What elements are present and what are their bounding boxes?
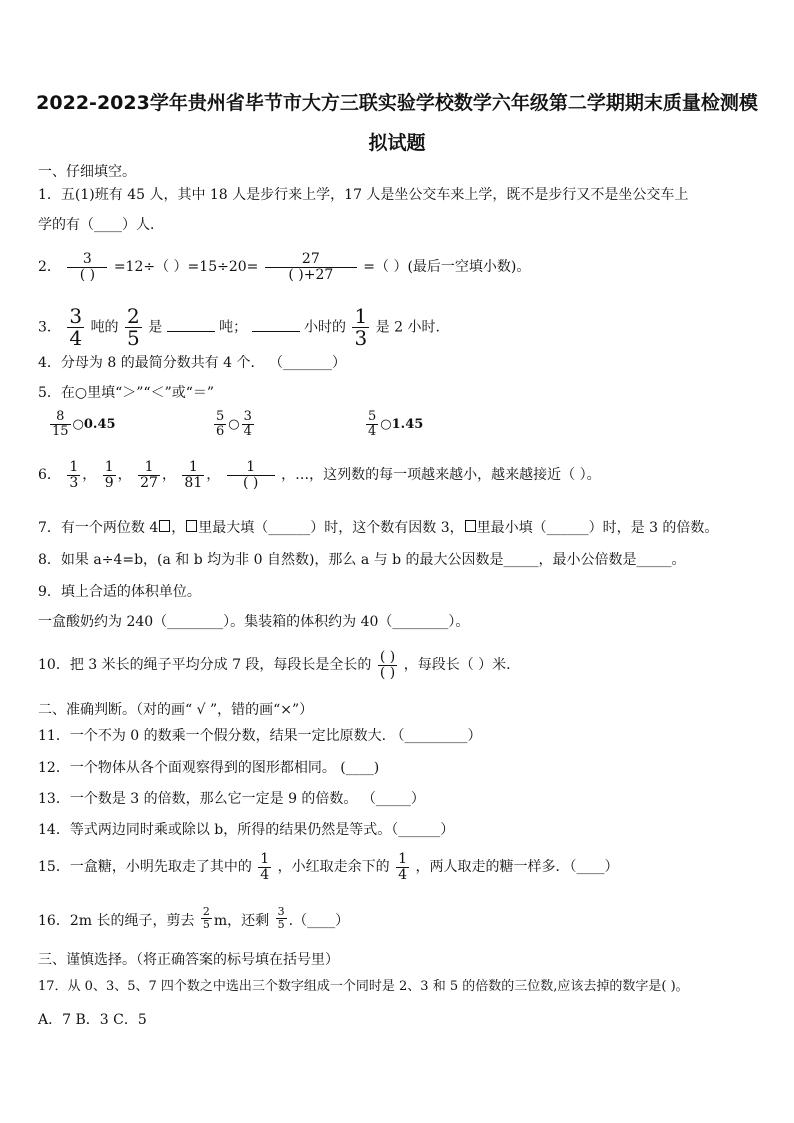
fraction-numerator: 1	[246, 459, 256, 475]
question-9-line2: 一盒酸奶约为 240（________）。集装箱的体积约为 40（________）。	[38, 614, 470, 630]
fraction-numerator: 3	[277, 905, 285, 918]
question-6	[38, 460, 601, 490]
question-13: 13．一个数是 3 的倍数，那么它一定是 9 的倍数。 （_____）	[38, 791, 425, 807]
answer-blank[interactable]	[167, 317, 215, 332]
question-3-text-1: 吨的	[90, 319, 119, 336]
fraction-numerator: ( )	[379, 649, 396, 665]
fraction-denominator: 5	[202, 917, 210, 931]
fraction-denominator: 9	[104, 474, 114, 491]
fraction-denominator: 4	[368, 423, 377, 439]
sequence-term-4	[182, 460, 204, 490]
fraction-denominator: 5	[127, 326, 140, 350]
question-7-text-c: 里最大填（______）时，这个数有因数 3，	[198, 520, 464, 536]
fraction-denominator: 27	[140, 474, 158, 491]
fraction-numerator: 1	[260, 851, 270, 867]
fraction-numerator: 3	[69, 304, 83, 328]
question-15-text-c: ，两人取走的糖一样多．（____）	[415, 859, 619, 876]
question-5-item-b	[212, 410, 256, 438]
page-title-line2: 拟试题	[368, 132, 426, 154]
question-16-fraction-2	[276, 906, 287, 930]
question-2-tail: =（ ）(最后一空填小数)。	[363, 259, 531, 276]
question-15-text-a: 15．一盒糖，小明先取走了其中的	[38, 859, 252, 876]
question-3-fraction-2-5	[125, 306, 142, 349]
question-7-text-b: ，	[171, 520, 186, 536]
fraction-denominator: ( )	[67, 267, 107, 283]
fraction-numerator: 1	[354, 304, 368, 328]
question-16-text-b: m，还剩	[213, 913, 270, 930]
question-1	[38, 186, 764, 234]
fraction-numerator: 27	[301, 251, 320, 267]
question-10	[38, 650, 511, 680]
fraction	[366, 410, 378, 438]
question-16-fraction-1	[201, 906, 212, 930]
fraction-denominator: 5	[277, 917, 285, 931]
sequence-term-3	[138, 460, 160, 490]
question-15-text-b: ，小红取走余下的	[277, 859, 390, 876]
question-12: 12．一个物体从各个面观察得到的图形都相同。 (____)	[38, 760, 380, 776]
question-3-text-3: 吨；	[219, 319, 248, 336]
fraction-numerator: 1	[398, 851, 408, 867]
question-2	[38, 252, 530, 282]
answer-blank[interactable]	[252, 317, 300, 332]
question-3-text-4: 小时的	[304, 319, 347, 336]
question-10-fraction	[378, 650, 397, 680]
question-1-line2: 学的有（____）人．	[38, 217, 164, 233]
question-11: 11．一个不为 0 的数乘一个假分数，结果一定比原数大. （_________）	[38, 728, 482, 744]
question-3-text-5: 是 2 小时.	[375, 319, 440, 336]
fraction-denominator: 81	[184, 474, 203, 491]
fraction-denominator: 3	[69, 474, 79, 491]
fraction-denominator: 4	[260, 866, 270, 883]
question-3	[38, 306, 440, 349]
fraction-numerator: 3	[243, 409, 252, 424]
digit-box-icon	[159, 520, 170, 532]
fraction-numerator: 5	[368, 409, 377, 424]
fraction-numerator: 1	[69, 459, 79, 475]
separator: ，	[117, 467, 132, 484]
section-heading-choice: 三、谨慎选择。（将正确答案的标号填在括号里）	[38, 952, 339, 968]
digit-box-icon	[186, 520, 197, 532]
fraction	[242, 410, 254, 438]
question-5-item-c	[364, 410, 423, 438]
question-7-text-a: 7．有一个两位数 4	[38, 520, 159, 536]
fraction-numerator: 2	[127, 304, 140, 328]
question-2-number: 2．	[38, 259, 61, 276]
fraction-denominator: 4	[243, 423, 252, 439]
question-16	[38, 906, 349, 930]
question-8: 8．如果 a÷4=b，(a 和 b 均为非 0 自然数)，那么 a 与 b 的最大公因数是_____，最小公倍数是_____。	[38, 552, 686, 568]
question-5: 5．在○里填“＞”“＜”或“＝”	[38, 385, 215, 401]
sequence-term-1	[67, 460, 80, 490]
question-4: 4．分母为 8 的最简分数共有 4 个． （_______）	[38, 355, 346, 371]
separator: ，	[161, 467, 176, 484]
fraction-denominator: 4	[69, 326, 83, 350]
fraction-denominator: ( )	[379, 664, 396, 681]
fraction	[214, 410, 226, 438]
question-16-text-a: 16．2m 长的绳子，剪去	[38, 913, 195, 930]
section-heading-fill-in: 一、仔细填空。	[38, 164, 136, 180]
fraction-denominator: 6	[216, 423, 225, 439]
fraction-numerator: 3	[82, 251, 92, 267]
question-2-middle: =12÷（ ）=15÷20=	[113, 259, 259, 276]
question-6-tail: ，…，这列数的每一项越来越小，越来越接近（ ）。	[281, 467, 601, 484]
fraction-numerator: 8	[56, 409, 65, 424]
sequence-term-5	[227, 460, 275, 490]
question-6-number: 6．	[38, 467, 61, 484]
fraction-denominator: 3	[354, 326, 368, 350]
question-9: 9．填上合适的体积单位。	[38, 584, 201, 600]
separator: ，	[82, 467, 97, 484]
question-14: 14．等式两边同时乘或除以 b，所得的结果仍然是等式。（______）	[38, 822, 455, 838]
question-15	[38, 852, 618, 882]
question-15-fraction-2	[396, 852, 409, 882]
question-5-item-a	[48, 410, 116, 438]
section-heading-judge: 二、准确判断。（对的画“ √ ”，错的画“×”）	[38, 702, 314, 718]
fraction	[50, 410, 71, 438]
question-16-text-c: .（____）	[288, 913, 350, 930]
digit-box-icon	[465, 520, 476, 532]
question-17-options: A．7 B．3 C．5	[38, 1012, 147, 1028]
question-5-item-a-compare: ○0.45	[72, 416, 116, 432]
separator: ，	[206, 467, 221, 484]
question-3-text-2: 是	[148, 319, 163, 336]
fraction-denominator: 15	[52, 423, 69, 439]
question-10-text-a: 10．把 3 米长的绳子平均分成 7 段，每段长是全长的	[38, 657, 372, 674]
fraction-denominator: 4	[398, 866, 408, 883]
question-2-fraction-1	[67, 252, 107, 282]
question-15-fraction-1	[258, 852, 271, 882]
question-3-number: 3．	[38, 319, 61, 336]
question-17: 17．从 0、3、5、7 四个数之中选出三个数字组成一个同时是 2、3 和 5 的倍数的三位数,应该去掉的数字是( )。	[38, 979, 689, 994]
question-7-text-d: 里最小填（______）时，是 3 的倍数。	[476, 520, 719, 536]
fraction-denominator: ( )	[227, 475, 275, 491]
question-3-fraction-3-4	[67, 306, 84, 349]
question-7	[38, 519, 718, 537]
fraction-numerator: 1	[144, 459, 154, 475]
sequence-term-2	[103, 460, 116, 490]
fraction-numerator: 2	[202, 905, 210, 918]
question-10-text-b: ，每段长（ ）米.	[403, 657, 511, 674]
question-1-line1: 1．五(1)班有 45 人，其中 18 人是步行来上学，17 人是坐公交车来上学，既不是步行又不是坐公交车上	[38, 187, 689, 203]
fraction-denominator: ( )+27	[265, 267, 357, 283]
compare-circle[interactable]: ○	[228, 416, 240, 432]
question-2-fraction-2	[265, 252, 357, 282]
fraction-numerator: 1	[188, 459, 198, 475]
question-5-item-c-compare: ○1.45	[380, 416, 424, 432]
page-title-line1: 2022-2023学年贵州省毕节市大方三联实验学校数学六年级第二学期期末质量检测模	[36, 92, 758, 114]
fraction-numerator: 1	[104, 459, 114, 475]
question-3-fraction-1-3	[352, 306, 369, 349]
fraction-numerator: 5	[216, 409, 225, 424]
